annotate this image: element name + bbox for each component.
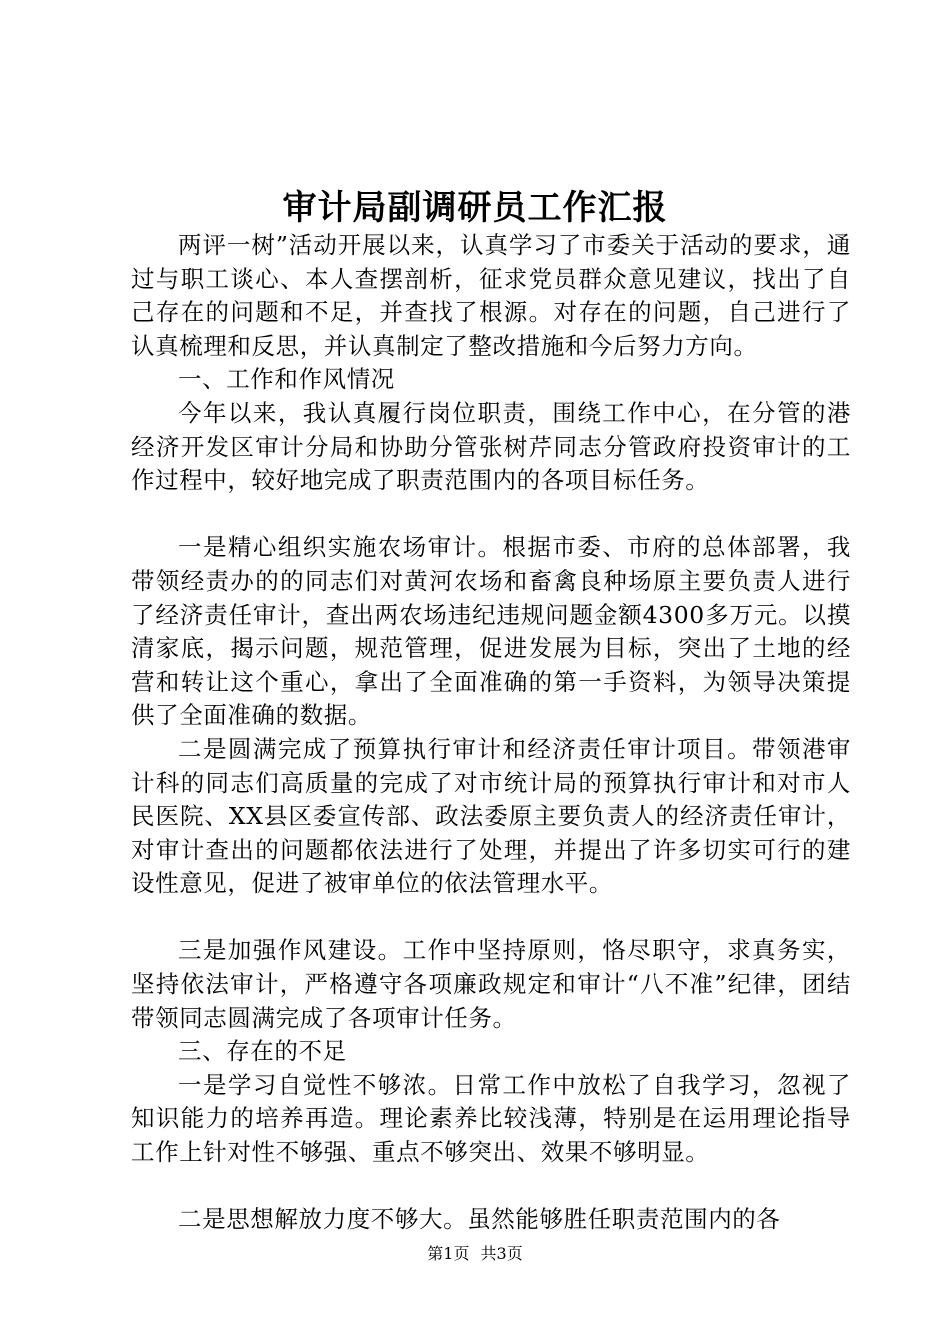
document-title: 审计局副调研员工作汇报: [282, 188, 668, 228]
page-number: 第1页: [427, 1244, 470, 1263]
paragraph-thinking-shortcoming: 二是思想解放力度不够大。虽然能够胜任职责范围内的各: [178, 1205, 781, 1234]
section-heading-shortcomings: 三、存在的不足: [178, 1037, 347, 1066]
paragraph-intro: 两评一树”活动开展以来，认真学习了市委关于活动的要求，通过与职工谈心、本人查摆剖析，征求党员群众意见建议，找出了自己存在的问题和不足，并查找了根源。对存在的问题，自己进行了认真梳理和反思，并认真制定了整改措施和今后努力方向。: [131, 231, 851, 360]
page-footer: [0, 1242, 950, 1266]
paragraph-study-shortcoming: 一是学习自觉性不够浓。日常工作中放松了自我学习，忽视了知识能力的培养再造。理论素养比较浅薄，特别是在运用理论指导工作上针对性不够强、重点不够突出、效果不够明显。: [131, 1070, 851, 1167]
paragraph-work-summary: 今年以来，我认真履行岗位职责，围绕工作中心，在分管的港经济开发区审计分局和协助分管张树芹同志分管政府投资审计的工作过程中，较好地完成了职责范围内的各项目标任务。: [131, 398, 851, 495]
paragraph-farm-audit: 一是精心组织实施农场审计。根据市委、市府的总体部署，我带领经责办的的同志们对黄河农场和畜禽良种场原主要负责人进行了经济责任审计，查出两农场违纪违规问题金额4300多万元。以摸清家底，揭示问题，规范管理，促进发展为目标，突出了土地的经营和转让这个重心，拿出了全面准确的第一手资料，为领导决策提供了全面准确的数据。: [131, 533, 851, 730]
paragraph-budget-audit: 二是圆满完成了预算执行审计和经济责任审计项目。带领港审计科的同志们高质量的完成了对市统计局的预算执行审计和对市人民医院、XX县区委宣传部、政法委原主要负责人的经济责任审计，对审计查出的问题都依法进行了处理，并提出了许多切实可行的建设性意见，促进了被审单位的依法管理水平。: [131, 734, 851, 898]
document-body: [131, 229, 851, 1237]
section-heading-work-style: 一、工作和作风情况: [178, 365, 395, 394]
paragraph-style-building: 三是加强作风建设。工作中坚持原则，恪尽职守，求真务实，坚持依法审计，严格遵守各项廉政规定和审计“八不准”纪律，团结带领同志圆满完成了各项审计任务。: [131, 936, 851, 1032]
page-total: 共3页: [480, 1244, 523, 1263]
